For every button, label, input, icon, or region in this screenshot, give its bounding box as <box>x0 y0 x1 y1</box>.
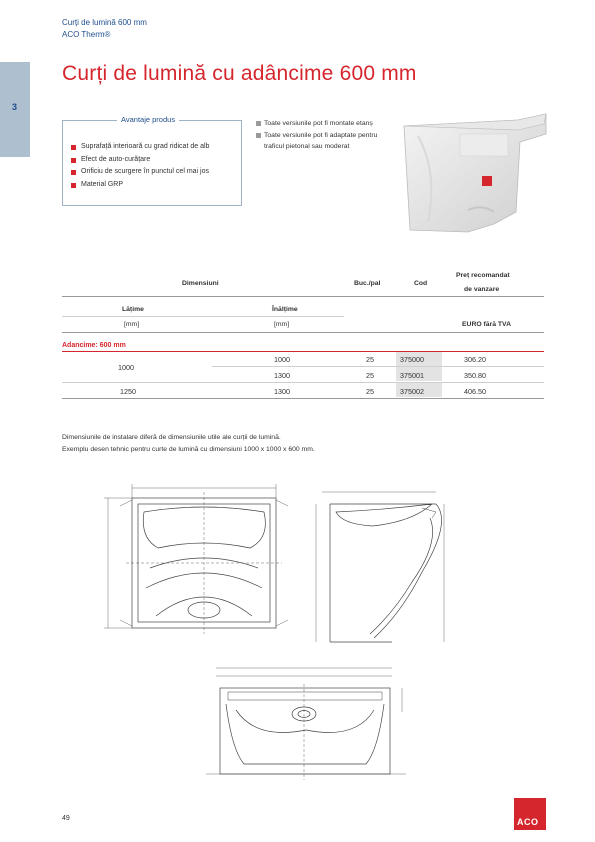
note-item: Toate versiunile pot fi adaptate pentru traficul pietonal sau moderat <box>256 130 396 153</box>
currency-header: EURO fără TVA <box>462 321 511 328</box>
height-unit: [mm] <box>274 321 290 328</box>
width-unit: [mm] <box>124 321 140 328</box>
page-number: 49 <box>62 815 70 822</box>
chapter-number: 3 <box>12 102 18 112</box>
cell-height: 1000 <box>274 355 290 364</box>
notes-list <box>256 118 396 153</box>
cell-price: 350.80 <box>464 371 486 380</box>
bullet-square-icon <box>256 121 261 126</box>
cell-pcs: 25 <box>366 371 374 380</box>
price-header-line2: de vanzare <box>464 286 500 293</box>
installation-note <box>62 432 315 456</box>
units-divider <box>62 332 544 333</box>
side-view-drawing <box>312 482 462 652</box>
page-title: Curți de lumină cu adâncime 600 mm <box>62 62 417 85</box>
logo-text: ACO <box>517 817 539 827</box>
cell-width: 1250 <box>120 387 136 396</box>
note-item: Toate versiunile pot fi montate etanș <box>256 118 396 130</box>
row-divider <box>62 382 544 383</box>
bullet-square-icon <box>256 133 261 138</box>
header-divider <box>62 296 544 297</box>
cell-height: 1300 <box>274 371 290 380</box>
header-brand-line: ACO Therm® <box>62 30 111 39</box>
cell-code: 375000 <box>400 355 424 364</box>
installation-note-line1: Dimensiunile de instalare diferă de dimensiunile utile ale curții de lumină. <box>62 434 281 441</box>
cell-pcs: 25 <box>366 387 374 396</box>
cell-height: 1300 <box>274 387 290 396</box>
cell-price: 406.50 <box>464 387 486 396</box>
price-header-line1: Preț recomandat <box>456 272 510 279</box>
advantage-item: Orificiu de scurgere în punctul cel mai jos <box>71 166 209 179</box>
depth-divider <box>62 351 544 352</box>
advantage-item: Suprafață interioară cu grad ridicat de alb <box>71 141 209 154</box>
cell-price: 306.20 <box>464 355 486 364</box>
chapter-tab <box>0 62 30 157</box>
depth-label: Adancime: 600 mm <box>62 342 126 349</box>
dimensions-header: Dimensiuni <box>182 280 219 287</box>
code-header: Cod <box>414 280 428 287</box>
advantage-item: Material GRP <box>71 179 209 192</box>
front-view-drawing <box>100 478 305 648</box>
advantages-list <box>71 141 209 191</box>
product-photo <box>398 112 548 244</box>
cell-pcs: 25 <box>366 355 374 364</box>
cell-code: 375002 <box>400 387 424 396</box>
advantages-title: Avantaje produs <box>117 115 179 124</box>
subheader-divider <box>62 316 344 317</box>
advantage-item: Efect de auto-curățare <box>71 154 209 167</box>
cell-code: 375001 <box>400 371 424 380</box>
installation-note-line2: Exemplu desen tehnic pentru curte de lumină cu dimensiuni 1000 x 1000 x 600 mm. <box>62 446 315 453</box>
row-divider <box>212 366 544 367</box>
aco-logo <box>514 798 546 830</box>
advantages-box <box>62 115 242 206</box>
pcs-pallet-header: Buc./pal <box>354 280 381 287</box>
top-view-drawing <box>196 660 426 785</box>
cell-width: 1000 <box>118 363 134 372</box>
height-header: Înălțime <box>272 306 298 313</box>
width-header: Lățime <box>122 306 144 313</box>
table-bottom-line <box>62 398 544 399</box>
header-product-line: Curți de lumină 600 mm <box>62 18 147 27</box>
